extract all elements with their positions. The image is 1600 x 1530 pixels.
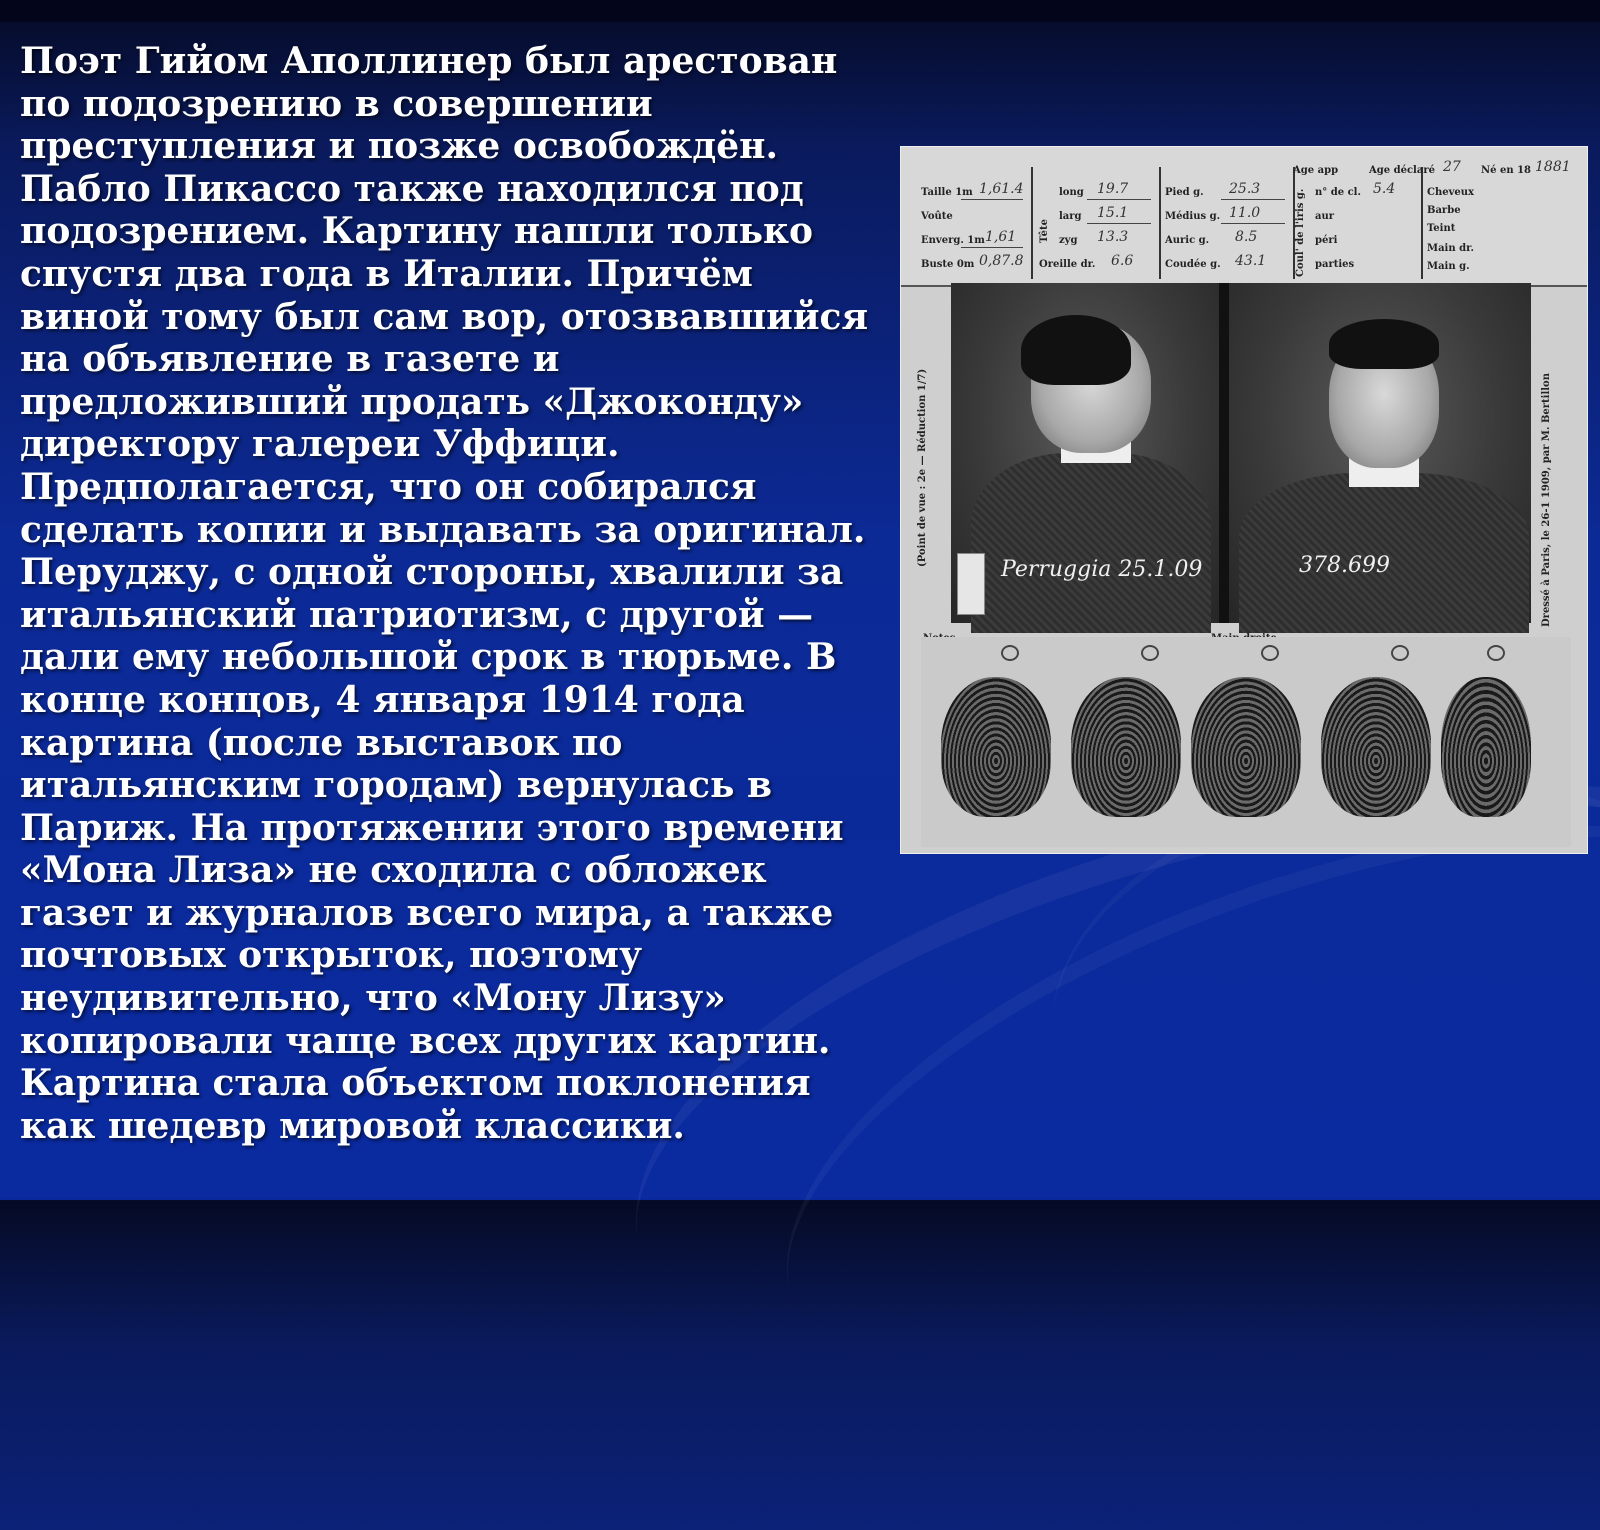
value-pied: 25.3 (1229, 181, 1261, 197)
fingerprint (1071, 677, 1181, 817)
label-aur: aur (1315, 211, 1335, 222)
label-voute: Voûte (921, 211, 953, 222)
value-taille: 1,61.4 (979, 181, 1024, 197)
value-buste: 0,87.8 (979, 253, 1024, 269)
label-cheveux: Cheveux (1427, 187, 1474, 198)
value-enverg: 1,61 (985, 229, 1017, 245)
mugshot-photos (951, 283, 1531, 623)
coat (971, 453, 1211, 633)
value-medius: 11.0 (1229, 205, 1261, 221)
label-zyg: zyg (1059, 235, 1078, 246)
label-ne-en: Né en 18 (1481, 165, 1532, 176)
label-taille: Taille 1m (921, 187, 973, 198)
value-age-declare: 27 (1443, 159, 1461, 175)
hair (1021, 315, 1131, 385)
side-caption-left: (Point de vue : 2e — Réduction 1/7) (917, 368, 928, 567)
label-coul-iris: Coul' de l'iris g. (1295, 188, 1306, 277)
slide-body-text: Поэт Гийом Аполлинер был арестован по подозрению в совершении преступления и позже освобождён. Пабло Пикассо также находился под подозрением. Картину нашли только спустя два года в Италии. Причём виной тому был сам вор, отозвавшийся на объявление в газете и предложивший продать «Джоконду» директору галереи Уффици. Предполагается, что он собирался сделать копии и выдавать за оригинал. Перуджу, с одной стороны, хвалили за итальянский патриотизм, с другой — дали ему небольшой срок в тюрьме. В конце концов, 4 января 1914 года картина (после выставок по итальянским городам) вернулась в Париж. На протяжении этого времени «Мона Лиза» не сходила с обложек газет и журналов всего мира, а также почтовых открыток, поэтому неудивительно, что «Мону Лизу» копировали чаще всех других картин. Картина стала объектом поклонения как шедевр мировой классики. (20, 40, 869, 1147)
value-zyg: 13.3 (1097, 229, 1129, 245)
label-auric: Auric g. (1165, 235, 1210, 246)
value-coudee: 43.1 (1235, 253, 1267, 269)
form-line (1087, 199, 1151, 200)
form-line (961, 199, 1023, 200)
ruler (957, 553, 985, 615)
form-divider (1421, 167, 1423, 279)
mugshot-caption-left: Perruggia 25.1.09 (1001, 557, 1203, 582)
finger-marker (1141, 645, 1159, 661)
label-pied: Pied g. (1165, 187, 1204, 198)
finger-marker (1391, 645, 1409, 661)
fingerprint (1441, 677, 1531, 817)
label-parties: parties (1315, 259, 1355, 270)
form-divider (1031, 167, 1033, 279)
value-auric: 8.5 (1235, 229, 1258, 245)
form-line (961, 247, 1023, 248)
fingerprint (1321, 677, 1431, 817)
label-enverg: Enverg. 1m (921, 235, 985, 246)
label-main-g: Main g. (1427, 261, 1470, 272)
value-ne-en: 1881 (1535, 159, 1571, 175)
form-line (1221, 199, 1285, 200)
label-oreille: Oreille dr. (1039, 259, 1096, 270)
mugshot-front (1229, 283, 1531, 623)
mugshot-caption-right: 378.699 (1299, 553, 1390, 578)
mugshot-profile (951, 283, 1229, 623)
label-larg: larg (1059, 211, 1082, 222)
label-medius: Médius g. (1165, 211, 1221, 222)
hair (1329, 319, 1439, 369)
value-oreille: 6.6 (1111, 253, 1134, 269)
value-long: 19.7 (1097, 181, 1129, 197)
label-age-declare: Age déclaré (1369, 165, 1435, 176)
finger-marker (1261, 645, 1279, 661)
label-tete: Tête (1039, 219, 1050, 243)
fingerprints (921, 637, 1571, 847)
value-larg: 15.1 (1097, 205, 1129, 221)
form-divider (1159, 167, 1161, 279)
form-line (1087, 223, 1151, 224)
form-line (1221, 223, 1285, 224)
label-barbe: Barbe (1427, 205, 1461, 216)
label-teint: Teint (1427, 223, 1456, 234)
label-nde-cl: n° de cl. (1315, 187, 1361, 198)
finger-marker (1487, 645, 1505, 661)
label-peri: péri (1315, 235, 1338, 246)
measurement-form (901, 147, 1587, 287)
police-record-card (900, 146, 1588, 854)
label-age-app: Age app (1293, 165, 1339, 176)
label-buste: Buste 0m (921, 259, 975, 270)
fingerprint (1191, 677, 1301, 817)
label-coudee: Coudée g. (1165, 259, 1221, 270)
label-main-dr: Main dr. (1427, 243, 1474, 254)
label-long: long (1059, 187, 1084, 198)
top-band (0, 0, 1600, 22)
fingerprint (941, 677, 1051, 817)
finger-marker (1001, 645, 1019, 661)
side-caption-right: Dressé à Paris, le 26-1 1909, par M. Bertillon (1541, 373, 1552, 627)
value-nde-cl: 5.4 (1373, 181, 1396, 197)
